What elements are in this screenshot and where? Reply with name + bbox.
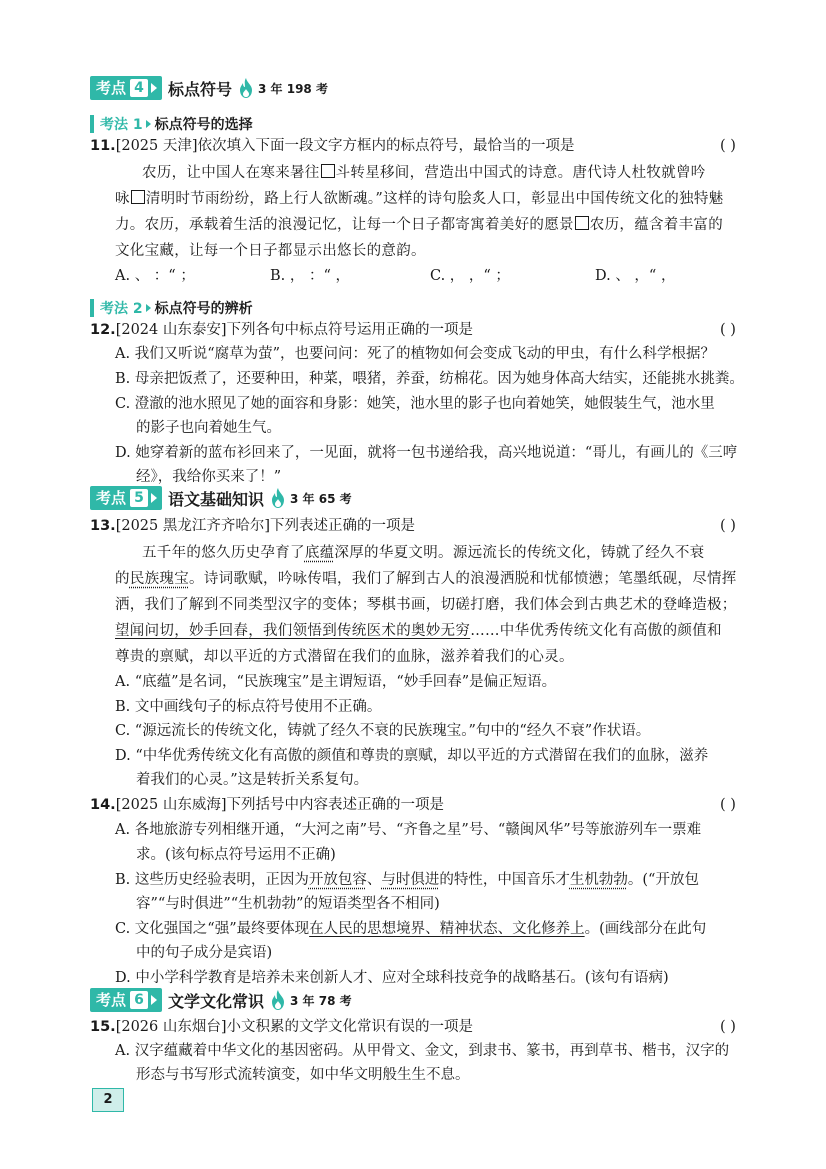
option-b[interactable]: B. ， ：“ ，: [270, 268, 351, 284]
answer-paren: ( ): [720, 322, 736, 338]
question-number: 14.: [90, 797, 116, 813]
question-stem: [2025 山东威海]下列括号中内容表述正确的一项是: [115, 797, 445, 813]
passage-line: [142, 543, 704, 563]
question-13-stem: [90, 516, 415, 536]
option-dotted: 生机勃勃: [569, 872, 628, 888]
passage-line: 文化宝藏，让每一个日子都显示出悠长的意韵。: [115, 243, 426, 259]
option-text: B. 这些历史经验表明，正因为: [115, 872, 309, 888]
method-tag: 考法 1: [100, 117, 143, 133]
method-header-1: [90, 113, 253, 135]
option-a[interactable]: A. 我们又听说“腐草为萤”，也要问问：死了的植物如何会变成飞动的甲虫，有什么科学根据？: [115, 346, 716, 362]
section-title: 标点符号: [168, 79, 233, 99]
arrow-icon: [151, 995, 157, 1005]
section-header-5: [90, 485, 352, 511]
section-number: 4: [130, 79, 148, 97]
section-title: 语文基础知识: [168, 489, 265, 509]
arrow-icon: [146, 304, 151, 312]
answer-paren: ( ): [720, 797, 736, 813]
section-number: 5: [130, 489, 148, 507]
page-number: 2: [92, 1088, 124, 1112]
question-number: 13.: [90, 518, 116, 534]
option-d[interactable]: D. 她穿着新的蓝布衫回来了，一见面，就将一包书递给我，高兴地说道：“哥儿，有画儿的《三哼: [115, 445, 738, 461]
option-a[interactable]: A. 汉字蕴藏着中华文化的基因密码。从甲骨文、金文，到隶书、篆书，再到草书、楷书，汉字的: [115, 1043, 730, 1059]
question-stem: [2025 天津]依次填入下面一段文字方框内的标点符号，最恰当的一项是: [115, 138, 575, 154]
method-header-2: [90, 297, 253, 319]
section-header-4: [90, 75, 328, 101]
question-number: 12.: [90, 322, 116, 338]
option-text: 的特性，中国音乐才: [439, 872, 570, 888]
passage-dotted: 妙手回春: [189, 623, 249, 639]
passage-text: 。诗词歌赋，吟咏传唱，我们了解到古人的浪漫洒脱和忧郁愤懑；笔墨纸砚，尽情挥: [189, 571, 737, 587]
passage-text: 农历，蕴含着丰富的: [589, 217, 723, 233]
option-a-cont: 形态与书写形式流转演变，如中华文明般生生不息。: [136, 1067, 470, 1083]
question-14-stem: [90, 795, 444, 815]
option-d[interactable]: D. 中小学科学教育是培养未来创新人才、应对全球科技竞争的战略基石。(该句有语病): [115, 970, 669, 986]
option-a-cont: 求。(该句标点符号运用不正确): [136, 847, 336, 863]
blank-box: [131, 190, 145, 204]
answer-paren: ( ): [720, 518, 736, 534]
passage-dotted: 底蕴: [304, 545, 335, 561]
method-bar: [90, 299, 94, 317]
option-a[interactable]: A. 、 ：“ ；: [115, 268, 195, 284]
flame-icon: [270, 990, 286, 1010]
blank-box: [321, 164, 335, 178]
section-frequency: 3 年 78 考: [290, 993, 352, 1008]
option-c[interactable]: C. ， ，“ ；: [430, 268, 510, 284]
option-c[interactable]: C. “源远流长的传统文化，铸就了经久不衰的民族瑰宝。”句中的“经久不衰”作状语。: [115, 723, 651, 739]
passage-text: 咏: [115, 191, 130, 207]
option-text: 。(画线部分在此句: [584, 921, 707, 937]
option-b[interactable]: B. 母亲把饭煮了，还要种田，种菜，喂猪，养蚕，纺棉花。因为她身体高大结实，还能挑水挑粪。: [115, 371, 744, 387]
passage-text: 深厚的华夏文明。源远流长的传统文化，铸就了经久不衰: [334, 545, 705, 561]
section-tag-label: 考点: [96, 489, 127, 507]
question-number: 11.: [90, 138, 116, 154]
option-c[interactable]: [115, 919, 706, 939]
question-12-stem: [90, 320, 473, 340]
passage-text: 的: [115, 571, 130, 587]
method-bar: [90, 115, 94, 133]
blank-box: [575, 216, 589, 230]
passage-dotted: 民族瑰宝: [129, 571, 190, 587]
option-b-cont: 容”“与时俱进”“生机勃勃”的短语类型各不相同): [136, 896, 440, 912]
passage-line: [142, 163, 706, 183]
question-15-stem: [90, 1017, 473, 1037]
option-text: 、: [366, 872, 382, 888]
passage-line: [115, 569, 737, 589]
method-tag: 考法 2: [100, 301, 143, 317]
option-c-cont: 中的句子成分是宾语): [136, 945, 273, 961]
arrow-icon: [151, 493, 157, 503]
question-stem: [2026 山东烟台]小文积累的文学文化常识有误的一项是: [115, 1019, 474, 1035]
question-stem: [2024 山东泰安]下列各句中标点符号运用正确的一项是: [115, 322, 474, 338]
option-b[interactable]: [115, 870, 699, 890]
option-d-cont: 经》，我给你买来了！”: [136, 469, 282, 485]
section-tag: [90, 76, 162, 100]
passage-line: 洒，我们了解到不同类型汉字的变体；琴棋书画，切磋打磨，我们体会到古典艺术的登峰造极；: [115, 597, 737, 613]
passage-text: ……中华优秀传统文化有高傲的颜值和: [470, 623, 722, 639]
option-c-cont: 的影子也向着她生气。: [136, 420, 281, 436]
method-title: 标点符号的选择: [154, 117, 253, 133]
option-text: 。(“开放包: [627, 872, 699, 888]
section-tag: [90, 486, 162, 510]
method-title: 标点符号的辨析: [154, 301, 253, 317]
section-number: 6: [130, 991, 148, 1009]
arrow-icon: [151, 83, 157, 93]
option-d[interactable]: D. 、 ，“ ，: [595, 268, 676, 284]
section-frequency: 3 年 65 考: [290, 491, 352, 506]
answer-paren: ( ): [720, 1019, 736, 1035]
question-number: 15.: [90, 1019, 116, 1035]
passage-text: 力。农历，承载着生活的浪漫记忆，让每一个日子都寄寓着美好的愿景: [115, 217, 574, 233]
option-text: C. 文化强国之“强”最终要体现: [115, 921, 310, 937]
option-c[interactable]: C. 澄澈的池水照见了她的面容和身影：她笑，池水里的影子也向着她笑，她假装生气，池水里: [115, 396, 715, 412]
option-a[interactable]: A. “底蕴”是名词，“民族瑰宝”是主谓短语，“妙手回春”是偏正短语。: [115, 674, 557, 690]
flame-icon: [238, 78, 254, 98]
passage-underlined: 望闻问切，: [115, 623, 189, 639]
passage-text: 农历，让中国人在寒来暑往: [142, 165, 320, 181]
passage-line: [115, 215, 723, 235]
passage-text: 清明时节雨纷纷，路上行人欲断魂。”这样的诗句脍炙人口，彰显出中国传统文化的独特魅: [145, 191, 724, 207]
passage-line: [115, 189, 723, 209]
answer-paren: ( ): [720, 138, 736, 154]
section-tag-label: 考点: [96, 79, 127, 97]
flame-icon: [270, 488, 286, 508]
section-tag: [90, 988, 162, 1012]
option-dotted: 与时俱进: [381, 872, 440, 888]
option-underlined: 在人民的思想境界、精神状态、文化修养上: [309, 921, 585, 937]
option-b[interactable]: B. 文中画线句子的标点符号使用不正确。: [115, 699, 382, 715]
section-frequency: 3 年 198 考: [258, 81, 328, 96]
option-d[interactable]: D. “中华优秀传统文化有高傲的颜值和尊贵的禀赋，却以平近的方式潜留在我们的血脉，滋养: [115, 748, 709, 764]
section-header-6: [90, 987, 352, 1013]
question-stem: [2025 黑龙江齐齐哈尔]下列表述正确的一项是: [115, 518, 416, 534]
passage-line: 尊贵的禀赋，却以平近的方式潜留在我们的血脉，滋养着我们的心灵。: [115, 649, 574, 665]
passage-line: [115, 621, 722, 641]
option-a[interactable]: A. 各地旅游专列相继开通，“大河之南”号、“齐鲁之星”号、“赣闽风华”号等旅游列车一票难: [115, 822, 702, 838]
option-dotted: 开放包容: [308, 872, 367, 888]
arrow-icon: [146, 120, 151, 128]
passage-underlined: ，我们领悟到传统医术的奥妙无穷: [248, 623, 471, 639]
passage-text: 五千年的悠久历史孕育了: [142, 545, 305, 561]
option-d-cont: 着我们的心灵。”这是转折关系复句。: [136, 772, 369, 788]
passage-text: 斗转星移间，营造出中国式的诗意。唐代诗人杜牧就曾吟: [335, 165, 706, 181]
question-11-stem: [90, 136, 575, 156]
section-tag-label: 考点: [96, 991, 127, 1009]
section-title: 文学文化常识: [168, 991, 265, 1011]
